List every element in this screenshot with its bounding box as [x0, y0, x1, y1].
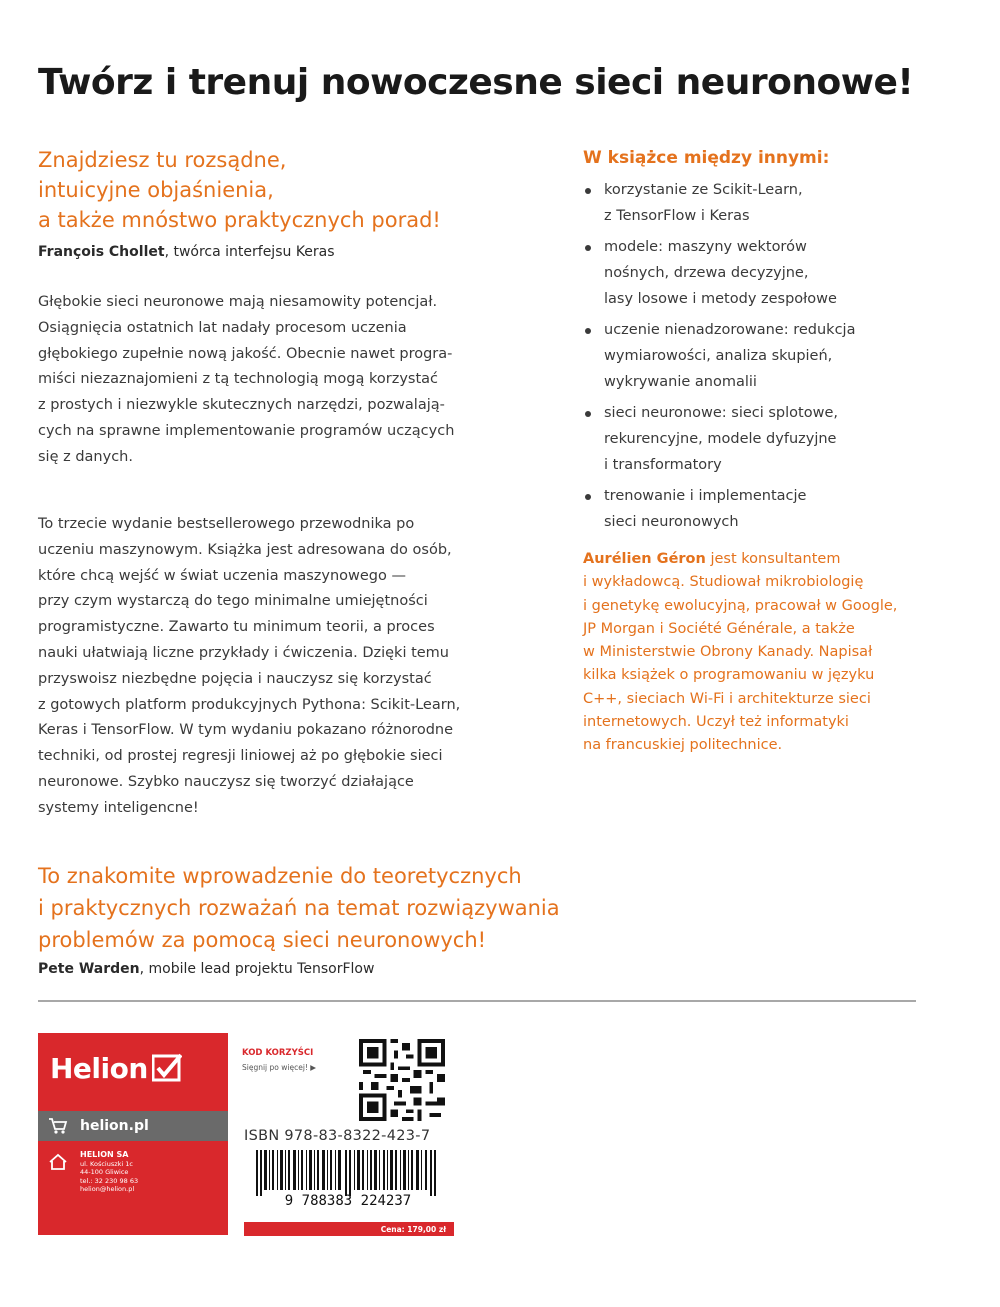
list-item-line: z TensorFlow i Keras	[604, 207, 750, 224]
quote-2-line: problemów za pomocą sieci neuronowych!	[38, 928, 487, 952]
bio-line: JP Morgan i Société Générale, a także	[583, 620, 855, 637]
price-bar	[244, 1222, 454, 1236]
list-item	[583, 401, 913, 478]
contents-list	[583, 178, 913, 541]
list-item	[583, 235, 913, 312]
paragraph-line: cych na sprawne implementowanie programów uczących	[38, 422, 455, 439]
paragraph-line: systemy inteligencne!	[38, 799, 199, 816]
list-item-line: trenowanie i implementacje	[604, 488, 807, 505]
address-line: HELION SA	[80, 1150, 129, 1159]
bio-line: na francuskiej politechnice.	[583, 737, 783, 754]
list-item-line: wykrywanie anomalii	[604, 373, 757, 390]
address-line: helion@helion.pl	[80, 1185, 135, 1194]
address-line: ul. Kościuszki 1c	[80, 1159, 134, 1168]
list-item-line: sieci neuronowe: sieci splotowe,	[604, 405, 838, 422]
bio-line: kilka książek o programowaniu w języku	[583, 667, 875, 684]
paragraph-line: miści niezaznajomieni z tą technologią mogą korzystać	[38, 371, 438, 388]
paragraph-line: przyswoisz niezbędne pojęcia i nauczysz się korzystać	[38, 670, 432, 687]
helion-mark-icon	[152, 1053, 182, 1083]
list-item-line: modele: maszyny wektorów	[604, 239, 807, 256]
list-item-line: sieci neuronowych	[604, 513, 739, 530]
bio-line: C++, sieciach Wi-Fi i architekturze sieci	[583, 690, 871, 707]
bio-first-rest: jest konsultantem	[705, 551, 841, 567]
home-icon	[48, 1153, 68, 1171]
bio-line: i wykładowcą. Studiował mikrobiologię	[583, 574, 864, 591]
barcode-digits: 9 788383 224237	[284, 1193, 412, 1206]
quote-1-line: intuicyjne objaśnienia,	[38, 178, 274, 202]
address-lines	[80, 1151, 138, 1229]
quote-1	[38, 145, 528, 235]
list-item-line: lasy losowe i metody zespołowe	[604, 290, 837, 307]
paragraph-2	[38, 512, 538, 822]
list-item-line: korzystanie ze Scikit-Learn,	[604, 182, 803, 198]
quote-2	[38, 860, 638, 956]
author-bio	[583, 548, 953, 758]
paragraph-line: przy czym wystarczą do tego minimalne umiejętności	[38, 593, 428, 610]
publisher-logo-text: Helion	[50, 1051, 148, 1085]
cart-icon	[48, 1117, 68, 1135]
paragraph-line: głębokiego zupełnie nową jakość. Obecnie nawet progra-	[38, 345, 453, 362]
bio-author-name: Aurélien Géron	[583, 551, 706, 567]
address-line: 44-100 Gliwice	[80, 1168, 129, 1177]
kod-korzysci-sub: Sięgnij po więcej! ▶	[242, 1063, 317, 1072]
quote-1-line: Znajdziesz tu rozsądne,	[38, 148, 287, 172]
paragraph-line: się z danych.	[38, 448, 133, 465]
bio-line: w Ministerstwie Obrony Kanady. Napisał	[583, 644, 873, 661]
address-line: tel.: 32 230 98 63	[80, 1176, 139, 1185]
paragraph-line: programistyczne. Zawarto tu minimum teorii, a proces	[38, 619, 435, 636]
paragraph-line: uczeniu maszynowym. Książka jest adresowana do osób,	[38, 541, 452, 558]
bio-line	[583, 548, 953, 571]
quote-2-line: To znakomite wprowadzenie do teoretycznych	[38, 864, 522, 888]
list-item-line: i transformatory	[604, 456, 722, 473]
quote-1-attribution	[38, 244, 335, 260]
paragraph-line: z prostych i niezwykle skutecznych narzędzi, pozwalają-	[38, 397, 445, 414]
quote-2-role: , mobile lead projektu TensorFlow	[139, 961, 375, 977]
quote-2-author: Pete Warden	[38, 961, 140, 977]
quote-1-role: , twórca interfejsu Keras	[164, 244, 335, 260]
paragraph-line: techniki, od prostej regresji liniowej aż po głębokie sieci	[38, 748, 443, 765]
list-item-line: rekurencyjne, modele dyfuzyjne	[604, 430, 837, 447]
quote-1-line: a także mnóstwo praktycznych porad!	[38, 208, 441, 232]
quote-2-attribution	[38, 961, 374, 977]
divider	[38, 1000, 916, 1002]
bio-line: i genetykę ewolucyjną, pracował w Google,	[583, 597, 898, 614]
paragraph-line: nauki ułatwiają liczne przykłady i ćwiczenia. Dzięki temu	[38, 644, 449, 661]
list-item	[583, 178, 913, 230]
isbn: ISBN 978-83-8322-423-7	[244, 1128, 431, 1144]
list-item-line: wymiarowości, analiza skupień,	[604, 347, 833, 364]
paragraph-line: Osiągnięcia ostatnich lat nadały procesom uczenia	[38, 319, 407, 336]
publisher-logo	[38, 1033, 228, 1103]
quote-2-line: i praktycznych rozważań na temat rozwiązywania	[38, 896, 560, 920]
barcode	[244, 1150, 454, 1206]
price: Cena: 179,00 zł	[380, 1224, 446, 1234]
quote-1-author: François Chollet	[38, 244, 165, 260]
contents-title: W książce między innymi:	[583, 148, 830, 168]
list-item-line: uczenie nienadzorowane: redukcja	[604, 322, 856, 339]
list-item-line: nośnych, drzewa decyzyjne,	[604, 264, 809, 281]
paragraph-line: To trzecie wydanie bestsellerowego przewodnika po	[38, 516, 415, 532]
kod-korzysci-label: KOD KORZYŚCI	[242, 1048, 314, 1058]
list-item	[583, 484, 913, 536]
publisher-address	[38, 1145, 228, 1235]
paragraph-line: które chcą wejść w świat uczenia maszynowego —	[38, 567, 406, 584]
paragraph-line: z gotowych platform produkcyjnych Pythona: Scikit-Learn,	[38, 696, 461, 713]
barcode-graphic	[244, 1150, 454, 1206]
paragraph-line: Keras i TensorFlow. W tym wydaniu pokazano różnorodne	[38, 722, 454, 739]
publisher-website[interactable]	[38, 1111, 228, 1141]
headline: Twórz i trenuj nowoczesne sieci neuronowe!	[38, 62, 914, 103]
qr-code[interactable]	[358, 1039, 446, 1121]
list-item	[583, 318, 913, 395]
paragraph-1	[38, 290, 538, 471]
paragraph-line: neuronowe. Szybko nauczysz się tworzyć działające	[38, 773, 414, 790]
paragraph-line: Głębokie sieci neuronowe mają niesamowity potencjał.	[38, 294, 438, 310]
website-text: helion.pl	[80, 1118, 149, 1134]
publisher-box	[38, 1033, 228, 1235]
bio-line: internetowych. Uczył też informatyki	[583, 714, 849, 731]
